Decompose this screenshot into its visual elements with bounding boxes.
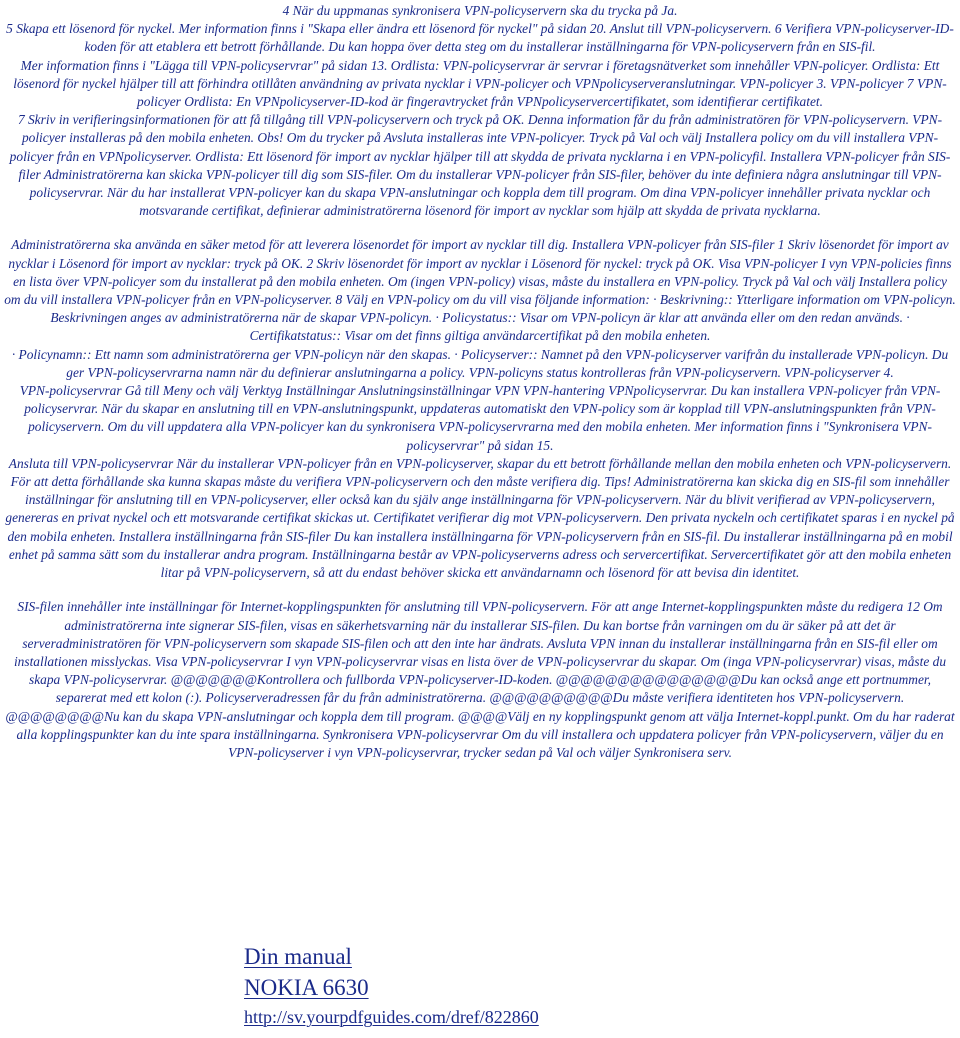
paragraph-policy-name: · Policynamn:: Ett namn som administratörerna ger VPN-policyn när den skapas. · Policyserver:: Namnet på den VPN-policyserver varifrån du installerade VPN-policyn. Du ger VPN-policyservrarna namn när du definierar anslutningarna a policy. VPN-policyns status kontrolleras från VPN-policyservern. VPN-policyserver 4. (11, 346, 949, 380)
paragraph-sis-file-settings: SIS-filen innehåller inte inställningar för Internet-kopplingspunkten för anslutning till VPN-policyservern. För att ange Internet-kopplingspunkten måste du redigera 12 Om administratörerna inte signerar SIS-filen, visas en säkerhetsvarning när du installerar SIS-filen. Du kan bortse från varningen om du är säker på att det är serveradministratören för VPN-policyservern som skapade SIS-filen och att den inte har ändrats. Avsluta VPN innan du installerar inställningarna från en SIS-fil eller om installationen misslyckas. Visa VPN-policyservrar I vyn VPN-policyservrar visas en lista över de VPN-policyservrar du skapar. Om (inga VPN-policyservrar) visas, måste du skapa VPN-policyservrar. @@@@@@@Kontrollera och fullborda VPN-policyserver-ID-koden. @@@@@@@@@@@@@@@Du kan också ange ett portnummer, separerat med ett kolon (:). Policyserveradressen får du från administratörerna. @@@@@@@@@@Du måste verifiera identiteten hos VPN-policyservern. (13, 599, 947, 706)
paragraph-spacer (4, 220, 956, 236)
paragraph-step-7-sis-files: 7 Skriv in verifieringsinformationen för att få tillgång till VPN-policyservern och tryck på OK. Denna information får du från administratören för VPN-policyservern. VPN-policyer installeras på den mobila enheten. Obs! Om du trycker på Avsluta installeras inte VPN-policyer. Tryck på Val och välj Installera policy om du vill installera VPN-policyer från en VPNpolicyserver. Ordlista: Ett lösenord för import av nycklar hjälper till att skydda de privata nycklarna i en VPN-policyfil. Installera VPN-policyer från SIS-filer Administratörerna kan skicka VPN-policyer till dig som SIS-filer. Om du installerar VPN-policyer från SIS-filer, behöver du inte definiera några anslutningar till VPN-policyservrar. När du har installerat VPN-policyer kan du skapa VPN-anslutningar och koppla dem till program. Om dina VPN-policyer innehåller privata nycklar och motsvarande certifikat, definierar administratörerna lösenord för import av nycklar som hjälp att skydda de privata nycklarna. (9, 112, 951, 219)
paragraph-step-4: 4 När du uppmanas synkronisera VPN-policyservern ska du trycka på Ja. (282, 3, 678, 18)
paragraph-import-password: Administratörerna ska använda en säker metod för att leverera lösenordet för import av nycklar till dig. Installera VPN-policyer från SIS-filer 1 Skriv lösenordet för import av nycklar i Lösenord för import av nycklar: tryck på OK. 2 Skriv lösenordet för import av nycklar i Lösenord för nyckel: tryck på OK. Visa VPN-policyer I vyn VPN-policies finns en lista över VPN-policyer som du installerat på den mobila enheten. Om (ingen VPN-policy) visas, måste du installera en VPN-policy. Tryck på Val och välj Installera policy om du vill installera VPN-policyer från en VPN-policyserver. 8 Välj en VPN-policy om du vill visa följande information: · Beskrivning:: Ytterligare information om VPN-policyn. Beskrivningen anges av administratörerna när de skapar VPN-policyn. · Policystatus:: Visar om VPN-policyn är klar att använda eller om den redan används. · Certifikatstatus:: Visar om det finns giltiga användarcertifikat på den mobila enheten. (4, 237, 956, 344)
paragraph-connect-policyservers: Ansluta till VPN-policyservrar När du installerar VPN-policyer från en VPN-policyserver, skapar du ett betrott förhållande mellan den mobila enheten och VPN-policyservern. För att detta förhållande ska kunna skapas måste du verifiera VPN-policyservern och den måste verifiera dig. Tips! Administratörerna kan skicka dig en SIS-fil som innehåller inställningar för anslutning till en VPN-policyserver, eller också kan du själv ange inställningarna för VPN-policyservern. När du blivit verifierad av VPN-policyservern, genereras en privat nyckel och ett motsvarande certifikat skickas ut. Certifikatet verifierar dig mot VPN-policyservern. Den privata nyckeln och certifikatet sparas i en nyckel på den mobila enheten. Installera inställningarna från SIS-filer Du kan installera inställningarna för VPN-policyservern från en SIS-fil. Du installerar inställningarna på en mobil enhet på samma sätt som du installerar andra program. Inställningarna består av VPN-policyserverns adress och servercertifikat. Servercertifikatet gör att den mobila enheten litar på VPN-policyservern, så att du endast behöver skicka ett användarnamn och lösenord för att bevisa din identitet. (5, 455, 955, 581)
paragraph-synchronize: @@@@@@@@Nu kan du skapa VPN-anslutningar och koppla dem till program. @@@@Välj en ny kopplingspunkt genom att välja Internet-koppl.punkt. Om du har raderat alla kopplingspunkter kan du inte spara inställningarna. Synkronisera VPN-policyservrar Om du vill installera och uppdatera policyer från VPN-policyservern, väljer du en VPN-policyserver i vyn VPN-policyservrar, trycker sedan på Val och väljer Synkronisera serv. (5, 708, 955, 760)
manual-url-link[interactable]: http://sv.yourpdfguides.com/dref/822860 (244, 1007, 539, 1027)
paragraph-step-5-6: 5 Skapa ett lösenord för nyckel. Mer information finns i "Skapa eller ändra ett lösenord för nyckel" på sidan 20. Anslut till VPN-policyservern. 6 Verifiera VPN-policyserver-ID-koden för att etablera ett betrott förhållande. Du kan hoppa över detta steg om du installerar inställningarna för VPN-policyservern från en SIS-fil. (6, 21, 954, 55)
manual-link[interactable]: Din manual (244, 944, 352, 969)
paragraph-policyservers-menu: VPN-policyservrar Gå till Meny och välj Verktyg Inställningar Anslutningsinställningar VPN VPN-hantering VPNpolicyservrar. Du kan installera VPN-policyer från VPN-policyservrar. När du skapar en anslutning till en VPN-anslutningspunkt, uppdateras automatiskt den VPN-policy som är kopplad till VPN-anslutningspunkten från VPN-policyservern. Om du vill uppdatera alla VPN-policyer kan du synkronisera VPN-policyservrarna med den mobila enheten. Mer information finns i "Synkronisera VPN-policyservrar" på sidan 15. (19, 383, 941, 453)
document-body (4, 2, 956, 762)
manual-footer (244, 941, 539, 1029)
paragraph-glossary-policyservers: Mer information finns i "Lägga till VPN-policyservrar" på sidan 13. Ordlista: VPN-policyservrar är servrar i företagsnätverket som innehåller VPN-policyer. Ordlista: Ett lösenord för nyckel hjälper till att förhindra otillåten användning av privata nycklar i VPN-policyer och VPNpolicyserveranslutningar. VPN-policyer 3. VPN-policyer 7 VPN-policyer Ordlista: En VPNpolicyserver-ID-kod är fingeravtrycket från VPNpolicyservercertifikatet, som identifierar certifikatet. (13, 57, 947, 110)
paragraph-spacer (4, 582, 956, 598)
product-link[interactable]: NOKIA 6630 (244, 975, 369, 1000)
